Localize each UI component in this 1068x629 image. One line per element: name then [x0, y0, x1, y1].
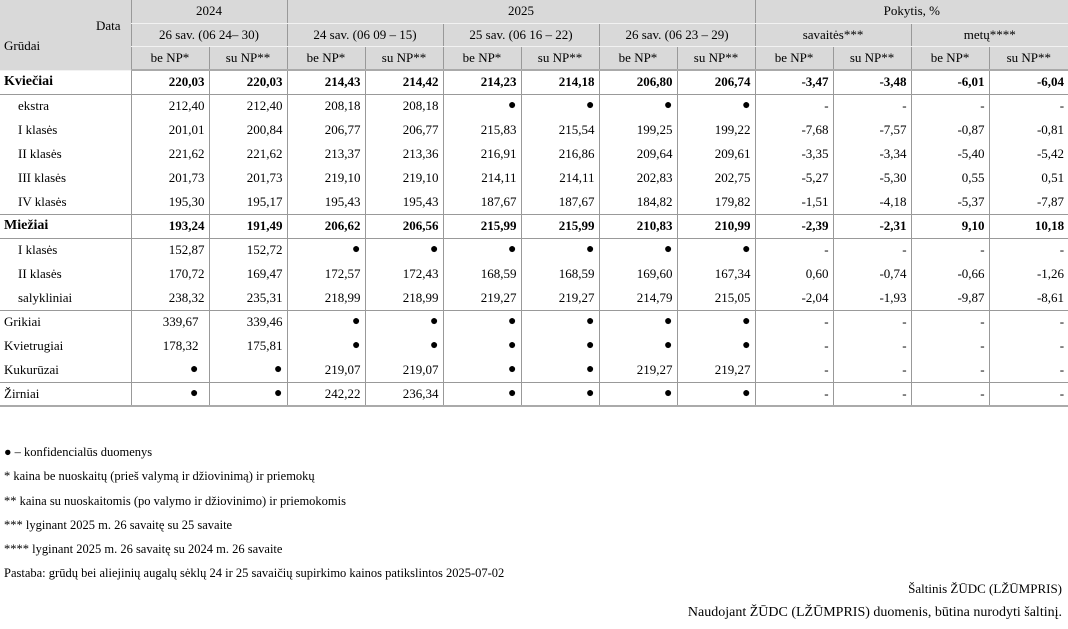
header-be-np: be NP* — [443, 46, 521, 70]
cell-value: 213,37 — [287, 142, 365, 166]
cell-value: -5,27 — [755, 166, 833, 190]
cell-value: 215,99 — [521, 214, 599, 238]
cell-value: 214,18 — [521, 70, 599, 94]
cell-value: - — [989, 334, 1068, 358]
cell-value: ● — [443, 334, 521, 358]
cell-value: ● — [443, 238, 521, 262]
header-su-np: su NP** — [833, 46, 911, 70]
cell-value: - — [833, 238, 911, 262]
table-row — [0, 190, 1068, 214]
cell-value: 242,22 — [287, 382, 365, 406]
header-week-2025-26: 26 sav. (06 23 – 29) — [599, 23, 755, 46]
cell-value: - — [911, 334, 989, 358]
header-corner — [0, 0, 131, 70]
row-label: ekstra — [0, 94, 131, 118]
cell-value: - — [755, 334, 833, 358]
header-su-np: su NP** — [365, 46, 443, 70]
cell-value: - — [989, 94, 1068, 118]
cell-value: ● — [599, 238, 677, 262]
table-row — [0, 238, 1068, 262]
cell-value: -0,87 — [911, 118, 989, 142]
table-row — [0, 334, 1068, 358]
cell-value: ● — [131, 358, 209, 382]
cell-value: 218,99 — [365, 286, 443, 310]
cell-value: - — [755, 358, 833, 382]
cell-value: 206,77 — [365, 118, 443, 142]
header-be-np: be NP* — [755, 46, 833, 70]
cell-value: 216,86 — [521, 142, 599, 166]
cell-value: 178,32 — [131, 334, 209, 358]
cell-value: 169,47 — [209, 262, 287, 286]
cell-value: ● — [521, 382, 599, 406]
cell-value: - — [755, 382, 833, 406]
cell-value: 236,34 — [365, 382, 443, 406]
cell-value: 339,67 — [131, 310, 209, 334]
footnotes — [4, 440, 504, 586]
table-row-group — [0, 214, 1068, 238]
cell-value: 214,11 — [443, 166, 521, 190]
row-label: I klasės — [0, 238, 131, 262]
cell-value: 221,62 — [209, 142, 287, 166]
cell-value: 208,18 — [287, 94, 365, 118]
cell-value: 219,07 — [365, 358, 443, 382]
cell-value: -5,30 — [833, 166, 911, 190]
cell-value: ● — [443, 358, 521, 382]
cell-value: 220,03 — [209, 70, 287, 94]
cell-value: 193,24 — [131, 214, 209, 238]
cell-value: - — [989, 358, 1068, 382]
cell-value: ● — [521, 310, 599, 334]
cell-value: -0,66 — [911, 262, 989, 286]
cell-value: ● — [287, 334, 365, 358]
cell-value: - — [833, 334, 911, 358]
header-grudai-label: Grūdai — [4, 38, 41, 53]
cell-value: ● — [521, 358, 599, 382]
header-data-label: Data — [95, 18, 121, 33]
cell-value: - — [833, 382, 911, 406]
header-be-np: be NP* — [911, 46, 989, 70]
cell-value: - — [911, 358, 989, 382]
table-row — [0, 118, 1068, 142]
table-row — [0, 142, 1068, 166]
cell-value: 10,18 — [989, 214, 1068, 238]
cell-value: 235,31 — [209, 286, 287, 310]
cell-value: 206,74 — [677, 70, 755, 94]
row-label: Kviečiai — [4, 74, 53, 89]
cell-value: 167,34 — [677, 262, 755, 286]
cell-value: ● — [209, 382, 287, 406]
cell-value: 212,40 — [209, 94, 287, 118]
row-label: II klasės — [18, 266, 62, 281]
cell-value: -9,87 — [911, 286, 989, 310]
cell-value: ● — [443, 94, 521, 118]
cell-value: ● — [521, 334, 599, 358]
cell-value: 219,27 — [599, 358, 677, 382]
cell-value: 208,18 — [365, 94, 443, 118]
cell-value: ● — [599, 310, 677, 334]
header-year-2025: 2025 — [287, 0, 755, 23]
cell-value: - — [989, 310, 1068, 334]
cell-value: 195,43 — [365, 190, 443, 214]
row-label: II klasės — [18, 146, 62, 161]
header-year-2024: 2024 — [131, 0, 287, 23]
cell-value: 209,61 — [677, 142, 755, 166]
table-row — [0, 94, 1068, 118]
table-row — [0, 382, 1068, 406]
cell-value: 191,49 — [209, 214, 287, 238]
cell-value: ● — [131, 382, 209, 406]
footnote-yearly-change: **** lyginant 2025 m. 26 savaitę su 2024 m. 26 savaite — [4, 542, 283, 557]
header-savaites: savaitės*** — [755, 23, 911, 46]
cell-value: 221,62 — [131, 142, 209, 166]
footnote-without-np: * kaina be nuoskaitų (prieš valymą ir džiovinimą) ir priemokų — [4, 469, 315, 484]
cell-value: 215,83 — [443, 118, 521, 142]
table-row — [0, 262, 1068, 286]
cell-value: -7,57 — [833, 118, 911, 142]
cell-value: 206,77 — [287, 118, 365, 142]
cell-value: - — [755, 94, 833, 118]
cell-value: ● — [443, 310, 521, 334]
cell-value: 219,27 — [521, 286, 599, 310]
header-week-2025-25: 25 sav. (06 16 – 22) — [443, 23, 599, 46]
cell-value: 199,22 — [677, 118, 755, 142]
cell-value: ● — [677, 382, 755, 406]
cell-value: 0,51 — [989, 166, 1068, 190]
cell-value: -3,48 — [833, 70, 911, 94]
cell-value: ● — [599, 94, 677, 118]
row-label: I klasės — [18, 122, 58, 137]
cell-value: 219,27 — [677, 358, 755, 382]
row-label: Žirniai — [0, 382, 131, 406]
row-label: Miežiai — [0, 214, 131, 238]
cell-value: 184,82 — [599, 190, 677, 214]
cell-value: 202,75 — [677, 166, 755, 190]
cell-value: 206,62 — [287, 214, 365, 238]
cell-value: 219,10 — [287, 166, 365, 190]
cell-value: 218,99 — [287, 286, 365, 310]
cell-value: 201,73 — [131, 166, 209, 190]
footnote-remark: Pastaba: grūdų bei aliejinių augalų sėklų 24 ir 25 savaičių supirkimo kainos patikslintos 2025-07-02 — [4, 566, 505, 581]
cell-value: -6,01 — [911, 70, 989, 94]
cell-value: 339,46 — [209, 310, 287, 334]
table-body — [0, 70, 1068, 406]
cell-value: 201,73 — [209, 166, 287, 190]
header-week-2024-26: 26 sav. (06 24– 30) — [131, 23, 287, 46]
table-row — [0, 286, 1068, 310]
cell-value: 200,84 — [209, 118, 287, 142]
cell-value: 220,03 — [131, 70, 209, 94]
cell-value: -4,18 — [833, 190, 911, 214]
cell-value: ● — [365, 238, 443, 262]
cell-value: -0,74 — [833, 262, 911, 286]
cell-value: 187,67 — [521, 190, 599, 214]
table-row — [0, 358, 1068, 382]
cell-value: 175,81 — [209, 334, 287, 358]
cell-value: 219,27 — [443, 286, 521, 310]
cell-value: ● — [521, 94, 599, 118]
cell-value: -8,61 — [989, 286, 1068, 310]
cell-value: 195,43 — [287, 190, 365, 214]
header-su-np: su NP** — [521, 46, 599, 70]
footnote-confidential: ● – konfidencialūs duomenys — [4, 445, 153, 459]
row-label: salykliniai — [18, 289, 73, 305]
cell-value: - — [911, 238, 989, 262]
header-week-2025-24: 24 sav. (06 09 – 15) — [287, 23, 443, 46]
cell-value: 214,42 — [365, 70, 443, 94]
cell-value: -5,37 — [911, 190, 989, 214]
table-row — [0, 166, 1068, 190]
row-label: Kvietrugiai — [4, 338, 64, 353]
cell-value: 214,43 — [287, 70, 365, 94]
cell-value: - — [911, 94, 989, 118]
cell-value: - — [755, 310, 833, 334]
footnote-weekly-change: *** lyginant 2025 m. 26 savaitę su 25 savaite — [4, 517, 233, 532]
cell-value: ● — [677, 94, 755, 118]
cell-value: 169,60 — [599, 262, 677, 286]
cell-value: -6,04 — [989, 70, 1068, 94]
cell-value: 179,82 — [677, 190, 755, 214]
table-row — [0, 310, 1068, 334]
cell-value: 152,87 — [131, 238, 209, 262]
cell-value: ● — [209, 358, 287, 382]
cell-value: 170,72 — [131, 262, 209, 286]
cell-value: 209,64 — [599, 142, 677, 166]
cell-value: ● — [365, 334, 443, 358]
cell-value: 172,43 — [365, 262, 443, 286]
cell-value: 201,01 — [131, 118, 209, 142]
footnote-with-np: ** kaina su nuoskaitomis (po valymo ir džiovinimo) ir priemokomis — [4, 493, 346, 508]
cell-value: - — [833, 94, 911, 118]
header-metu: metų**** — [911, 23, 1068, 46]
cell-value: 210,99 — [677, 214, 755, 238]
header-be-np: be NP* — [599, 46, 677, 70]
row-label: Kukurūzai — [4, 361, 59, 377]
cell-value: 187,67 — [443, 190, 521, 214]
attribution-note: Naudojant ŽŪDC (LŽŪMPRIS) duomenis, būtina nurodyti šaltinį. — [687, 605, 1062, 620]
cell-value: 168,59 — [521, 262, 599, 286]
cell-value: ● — [287, 238, 365, 262]
cell-value: -7,68 — [755, 118, 833, 142]
cell-value: 199,25 — [599, 118, 677, 142]
cell-value: 216,91 — [443, 142, 521, 166]
header-be-np: be NP* — [287, 46, 365, 70]
cell-value: 219,07 — [287, 358, 365, 382]
cell-value: 215,54 — [521, 118, 599, 142]
cell-value: 168,59 — [443, 262, 521, 286]
header-be-np: be NP* — [131, 46, 209, 70]
cell-value: -2,39 — [755, 214, 833, 238]
cell-value: -3,35 — [755, 142, 833, 166]
header-su-np: su NP** — [989, 46, 1068, 70]
cell-value: 9,10 — [911, 214, 989, 238]
cell-value: - — [989, 382, 1068, 406]
row-label: III klasės — [18, 170, 67, 185]
cell-value: ● — [599, 334, 677, 358]
cell-value: 214,23 — [443, 70, 521, 94]
cell-value: 215,99 — [443, 214, 521, 238]
cell-value: 214,79 — [599, 286, 677, 310]
cell-value: -2,31 — [833, 214, 911, 238]
header-su-np: su NP** — [677, 46, 755, 70]
cell-value: -1,51 — [755, 190, 833, 214]
cell-value: - — [911, 310, 989, 334]
cell-value: ● — [599, 382, 677, 406]
cell-value: -5,42 — [989, 142, 1068, 166]
cell-value: 238,32 — [131, 286, 209, 310]
cell-value: ● — [443, 382, 521, 406]
cell-value: 210,83 — [599, 214, 677, 238]
cell-value: -7,87 — [989, 190, 1068, 214]
cell-value: ● — [521, 238, 599, 262]
cell-value: -2,04 — [755, 286, 833, 310]
cell-value: - — [755, 238, 833, 262]
cell-value: - — [833, 358, 911, 382]
cell-value: ● — [677, 238, 755, 262]
cell-value: 172,57 — [287, 262, 365, 286]
cell-value: - — [911, 382, 989, 406]
cell-value: ● — [677, 310, 755, 334]
cell-value: 212,40 — [131, 94, 209, 118]
cell-value: - — [833, 310, 911, 334]
cell-value: 152,72 — [209, 238, 287, 262]
cell-value: 195,17 — [209, 190, 287, 214]
cell-value: - — [989, 238, 1068, 262]
header-su-np: su NP** — [209, 46, 287, 70]
cell-value: ● — [365, 310, 443, 334]
cell-value: 213,36 — [365, 142, 443, 166]
cell-value: 202,83 — [599, 166, 677, 190]
cell-value: -3,34 — [833, 142, 911, 166]
cell-value: 219,10 — [365, 166, 443, 190]
cell-value: 206,56 — [365, 214, 443, 238]
source-label: Šaltinis ŽŪDC (LŽŪMPRIS) — [908, 581, 1062, 596]
cell-value: -5,40 — [911, 142, 989, 166]
cell-value: -3,47 — [755, 70, 833, 94]
cell-value: 195,30 — [131, 190, 209, 214]
row-label: IV klasės — [18, 193, 67, 209]
header-pokytis: Pokytis, % — [755, 0, 1068, 23]
cell-value: -1,93 — [833, 286, 911, 310]
cell-value: 0,60 — [755, 262, 833, 286]
cell-value: 215,05 — [677, 286, 755, 310]
cell-value: 214,11 — [521, 166, 599, 190]
cell-value: -0,81 — [989, 118, 1068, 142]
row-label: Grikiai — [0, 310, 131, 334]
cell-value: -1,26 — [989, 262, 1068, 286]
table-row-group — [0, 70, 1068, 94]
cell-value: ● — [677, 334, 755, 358]
cell-value: 206,80 — [599, 70, 677, 94]
cell-value: 0,55 — [911, 166, 989, 190]
cell-value: ● — [287, 310, 365, 334]
